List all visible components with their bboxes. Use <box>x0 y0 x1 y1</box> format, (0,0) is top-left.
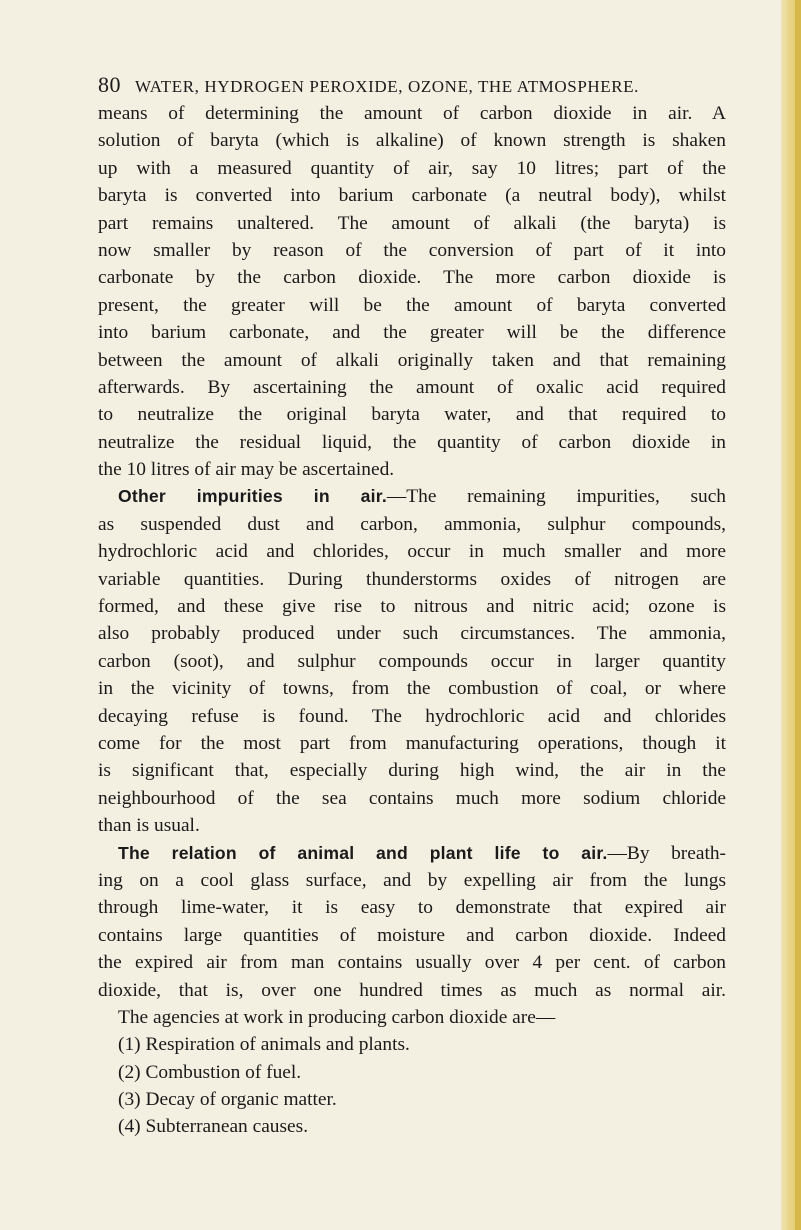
running-title: WATER, HYDROGEN PEROXIDE, OZONE, THE ATMOSPHERE. <box>135 77 640 96</box>
section-heading-animal-plant-life: The relation of animal and plant life to air. <box>118 842 608 863</box>
text-line: into barium carbonate, and the greater will be the difference <box>98 322 726 344</box>
text-line: ing on a cool glass surface, and by expelling air from the lungs <box>98 869 726 891</box>
text-line: through lime-water, it is easy to demonstrate that expired air <box>98 897 726 919</box>
text-line: formed, and these give rise to nitrous and nitric acid; ozone is <box>98 596 726 618</box>
text-line: carbonate by the carbon dioxide. The more carbon dioxide is <box>98 267 726 289</box>
text-line: dioxide, that is, over one hundred times as much as normal air. <box>98 979 726 1001</box>
text-line: afterwards. By ascertaining the amount of oxalic acid required <box>98 376 726 398</box>
text-line: the expired air from man contains usually over 4 per cent. of carbon <box>98 952 726 974</box>
text-line: between the amount of alkali originally taken and that remaining <box>98 349 726 371</box>
text-line: carbon (soot), and sulphur compounds occur in larger quantity <box>98 650 726 672</box>
text-line: contains large quantities of moisture and carbon dioxide. Indeed <box>98 924 726 946</box>
page-number: 80 <box>98 72 121 97</box>
text-line: to neutralize the original baryta water, and that required to <box>98 404 726 426</box>
text-line: part remains unaltered. The amount of alkali (the baryta) is <box>98 212 726 234</box>
text-line: as suspended dust and carbon, ammonia, sulphur compounds, <box>98 513 726 535</box>
text-line: means of determining the amount of carbon dioxide in air. A <box>98 103 726 124</box>
text-line: come for the most part from manufacturing operations, though it <box>98 732 726 754</box>
text-line: also probably produced under such circumstances. The ammonia, <box>98 623 726 645</box>
body-text <box>98 100 726 1141</box>
text-line: now smaller by reason of the conversion of part of it into <box>98 239 726 261</box>
text-line: than is usual. <box>98 815 200 837</box>
text-line: solution of baryta (which is alkaline) of known strength is shaken <box>98 130 726 152</box>
text-line: baryta is converted into barium carbonate (a neutral body), whilst <box>98 185 726 207</box>
paragraph-first-line <box>98 483 726 510</box>
text-line: neutralize the residual liquid, the quantity of carbon dioxide in <box>98 431 726 453</box>
page-edge-shadow <box>795 0 801 1230</box>
paragraph-first-line <box>98 840 726 867</box>
list-item: (4) Subterranean causes. <box>118 1116 309 1138</box>
running-header <box>98 74 738 98</box>
text-line: in the vicinity of towns, from the combustion of coal, or where <box>98 678 726 700</box>
text-line: present, the greater will be the amount of baryta converted <box>98 294 726 316</box>
list-item: (2) Combustion of fuel. <box>118 1061 302 1083</box>
text-line: hydrochloric acid and chlorides, occur in much smaller and more <box>98 541 726 563</box>
text-run: —By breath- <box>607 842 726 864</box>
text-line: The agencies at work in producing carbon dioxide are— <box>118 1006 556 1028</box>
text-run: —The remaining impurities, such <box>386 486 726 508</box>
section-heading-other-impurities: Other impurities in air. <box>118 486 387 507</box>
text-line: variable quantities. During thunderstorms oxides of nitrogen are <box>98 568 726 590</box>
text-line: decaying refuse is found. The hydrochloric acid and chlorides <box>98 705 726 727</box>
list-item: (3) Decay of organic matter. <box>118 1089 337 1111</box>
text-line: neighbourhood of the sea contains much more sodium chloride <box>98 787 726 809</box>
text-line: up with a measured quantity of air, say 10 litres; part of the <box>98 157 726 179</box>
text-line: is significant that, especially during high wind, the air in the <box>98 760 726 782</box>
text-line: the 10 litres of air may be ascertained. <box>98 459 395 481</box>
list-item: (1) Respiration of animals and plants. <box>118 1034 410 1056</box>
